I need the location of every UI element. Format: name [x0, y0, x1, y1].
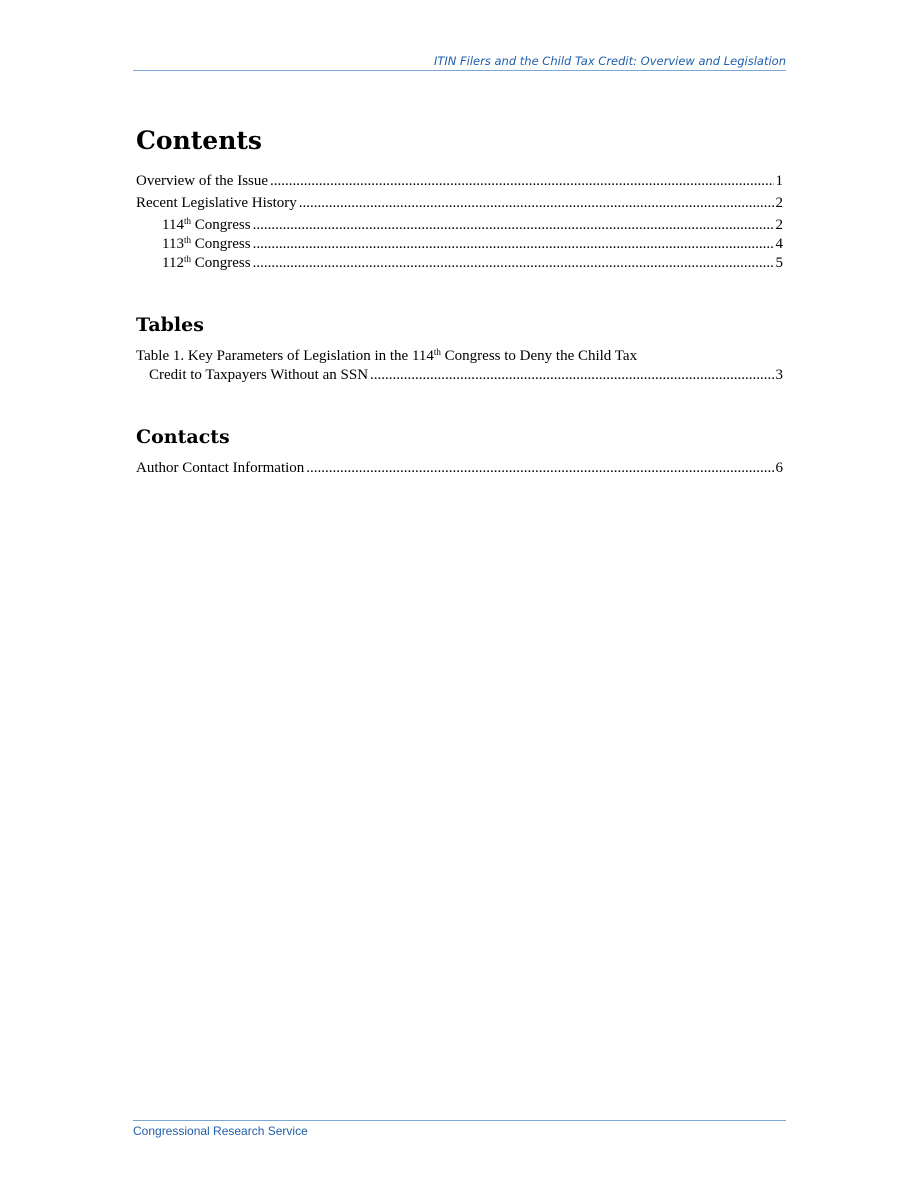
running-footer: Congressional Research Service [133, 1120, 786, 1139]
running-header: ITIN Filers and the Child Tax Credit: Overview and Legislation [133, 54, 786, 71]
contacts-list [136, 459, 783, 478]
toc-content [136, 124, 783, 478]
contacts-heading: Contacts [136, 426, 230, 448]
toc-page-number: 3 [775, 367, 783, 383]
leader-dots [253, 216, 774, 235]
toc-entry-recent-legislative-history[interactable] [136, 194, 783, 213]
toc-page-number: 5 [775, 255, 783, 271]
toc-entry-112th-congress[interactable] [136, 254, 783, 273]
leader-dots [253, 235, 774, 254]
toc-page-number: 2 [775, 217, 783, 233]
leader-dots [253, 254, 774, 273]
toc-entry-label: Author Contact Information [136, 460, 305, 476]
contents-heading: Contents [136, 126, 263, 155]
table-entry-label: Credit to Taxpayers Without an SSN [149, 367, 369, 383]
toc-entry-overview[interactable] [136, 172, 783, 191]
toc-entry-author-contact-information[interactable] [136, 459, 783, 478]
tables-heading: Tables [136, 314, 204, 336]
toc-page-number: 2 [775, 195, 783, 211]
toc-entry-table-1[interactable] [136, 347, 783, 385]
leader-dots [299, 194, 774, 213]
toc-entry-label: 114th Congress [162, 216, 251, 233]
toc-entry-label: Overview of the Issue [136, 173, 269, 189]
table-entry-line-2 [136, 366, 783, 385]
leader-dots [270, 172, 773, 191]
toc-entry-114th-congress[interactable] [136, 216, 783, 235]
toc-entry-113th-congress[interactable] [136, 235, 783, 254]
toc-page-number: 6 [775, 460, 783, 476]
toc-entry-label: Recent Legislative History [136, 195, 297, 211]
contents-list [136, 172, 783, 273]
toc-entry-label: 112th Congress [162, 254, 251, 271]
leader-dots [306, 459, 773, 478]
toc-entry-label: 113th Congress [162, 235, 251, 252]
toc-page-number: 4 [775, 236, 783, 252]
toc-page-number: 1 [775, 173, 783, 189]
leader-dots [370, 366, 773, 385]
table-entry-line-1: Table 1. Key Parameters of Legislation in the 114th Congress to Deny the Child Tax [136, 347, 638, 364]
